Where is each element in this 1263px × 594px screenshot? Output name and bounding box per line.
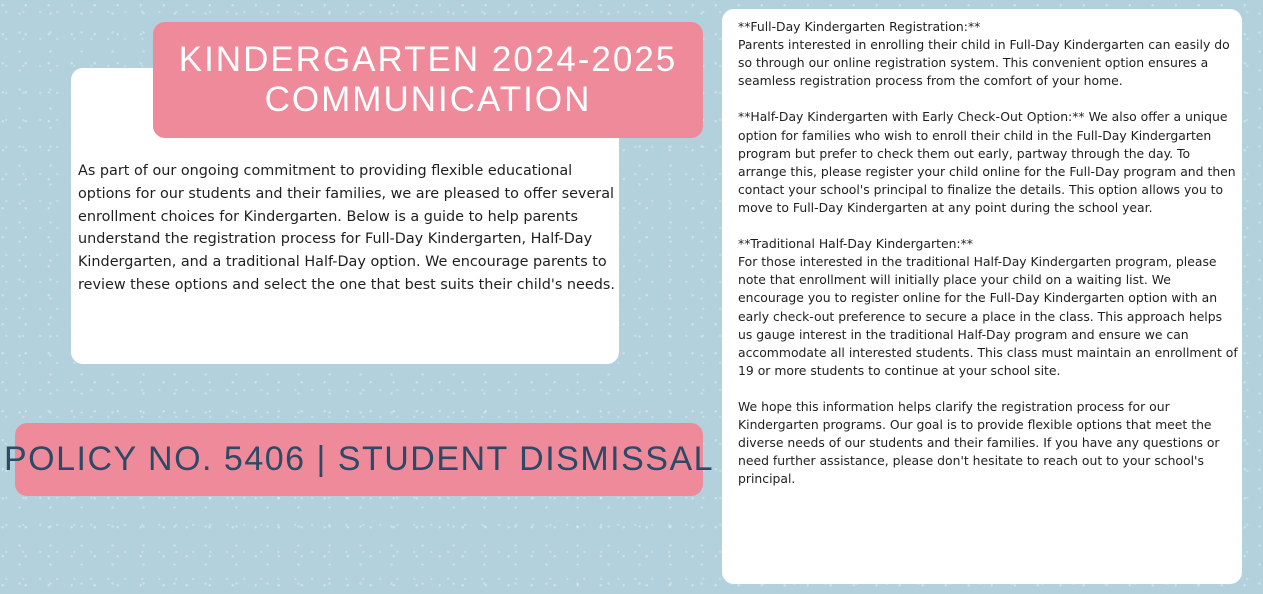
details-card	[722, 9, 1242, 584]
half-day-body: We also offer a unique option for families who wish to enroll their child in the Full-Day Kindergarten program but prefer to check them out early, partway through the day. To arrange this, please register your child online for the Full-Day program and then contact your school's principal to finalize the details. This option allows you to	[738, 109, 1236, 197]
title-line-2: COMMUNICATION	[264, 80, 592, 119]
full-day-body: Parents interested in enrolling their child in Full-Day Kindergarten can easily do so through our online registration system. This convenient option ensures a seamless registration process from the comfort of your home.	[738, 37, 1230, 89]
full-day-heading: **Full-Day Kindergarten Registration:**	[738, 19, 981, 34]
details-text	[738, 18, 1240, 488]
policy-label: POLICY NO. 5406 | STUDENT DISMISSAL	[3, 440, 715, 478]
title-line-1: KINDERGARTEN 2024-2025	[178, 40, 678, 79]
traditional-heading: **Traditional Half-Day Kindergarten:**	[738, 236, 973, 252]
half-day-body-continued: move to Full-Day Kindergarten at any point during the school year.	[738, 199, 1153, 215]
policy-banner	[3, 423, 715, 496]
half-day-heading: **Half-Day Kindergarten with Early Check-Out Option:**	[738, 109, 1085, 125]
full-day-section	[738, 18, 1240, 90]
traditional-section	[738, 235, 1240, 380]
half-day-section	[738, 108, 1240, 217]
traditional-body: For those interested in the traditional Half-Day Kindergarten program, please note that enrollment will initially place your child on a waiting list. We encourage you to register online for the Full-Day Kindergarten option with an early check-out preference to secure a place in the class. This approach helps us gauge interest in the traditional Half-Day program and ensure we can accommodate all interested students. This class must maintain an enrollment of 19 or more students to continue at your school site.	[738, 254, 1238, 378]
intro-text: As part of our ongoing commitment to providing flexible educational options for our students and their families, we are pleased to offer several enrollment choices for Kindergarten. Below is a guide to help parents understand the registration process for Full-Day Kindergarten, Half-Day Kindergarten, and a traditional Half-Day option. We encourage parents to review these options and select the one that best suits their child's needs.	[78, 163, 615, 293]
closing-body: We hope this information helps clarify the registration process for our Kindergarten programs. Our goal is to provide flexible options that meet the diverse needs of our students and their families. If you have any questions or need further assistance, please don't hesitate to reach out to your school's principal.	[738, 398, 1220, 487]
title-banner	[153, 22, 703, 138]
closing-section	[738, 398, 1240, 488]
